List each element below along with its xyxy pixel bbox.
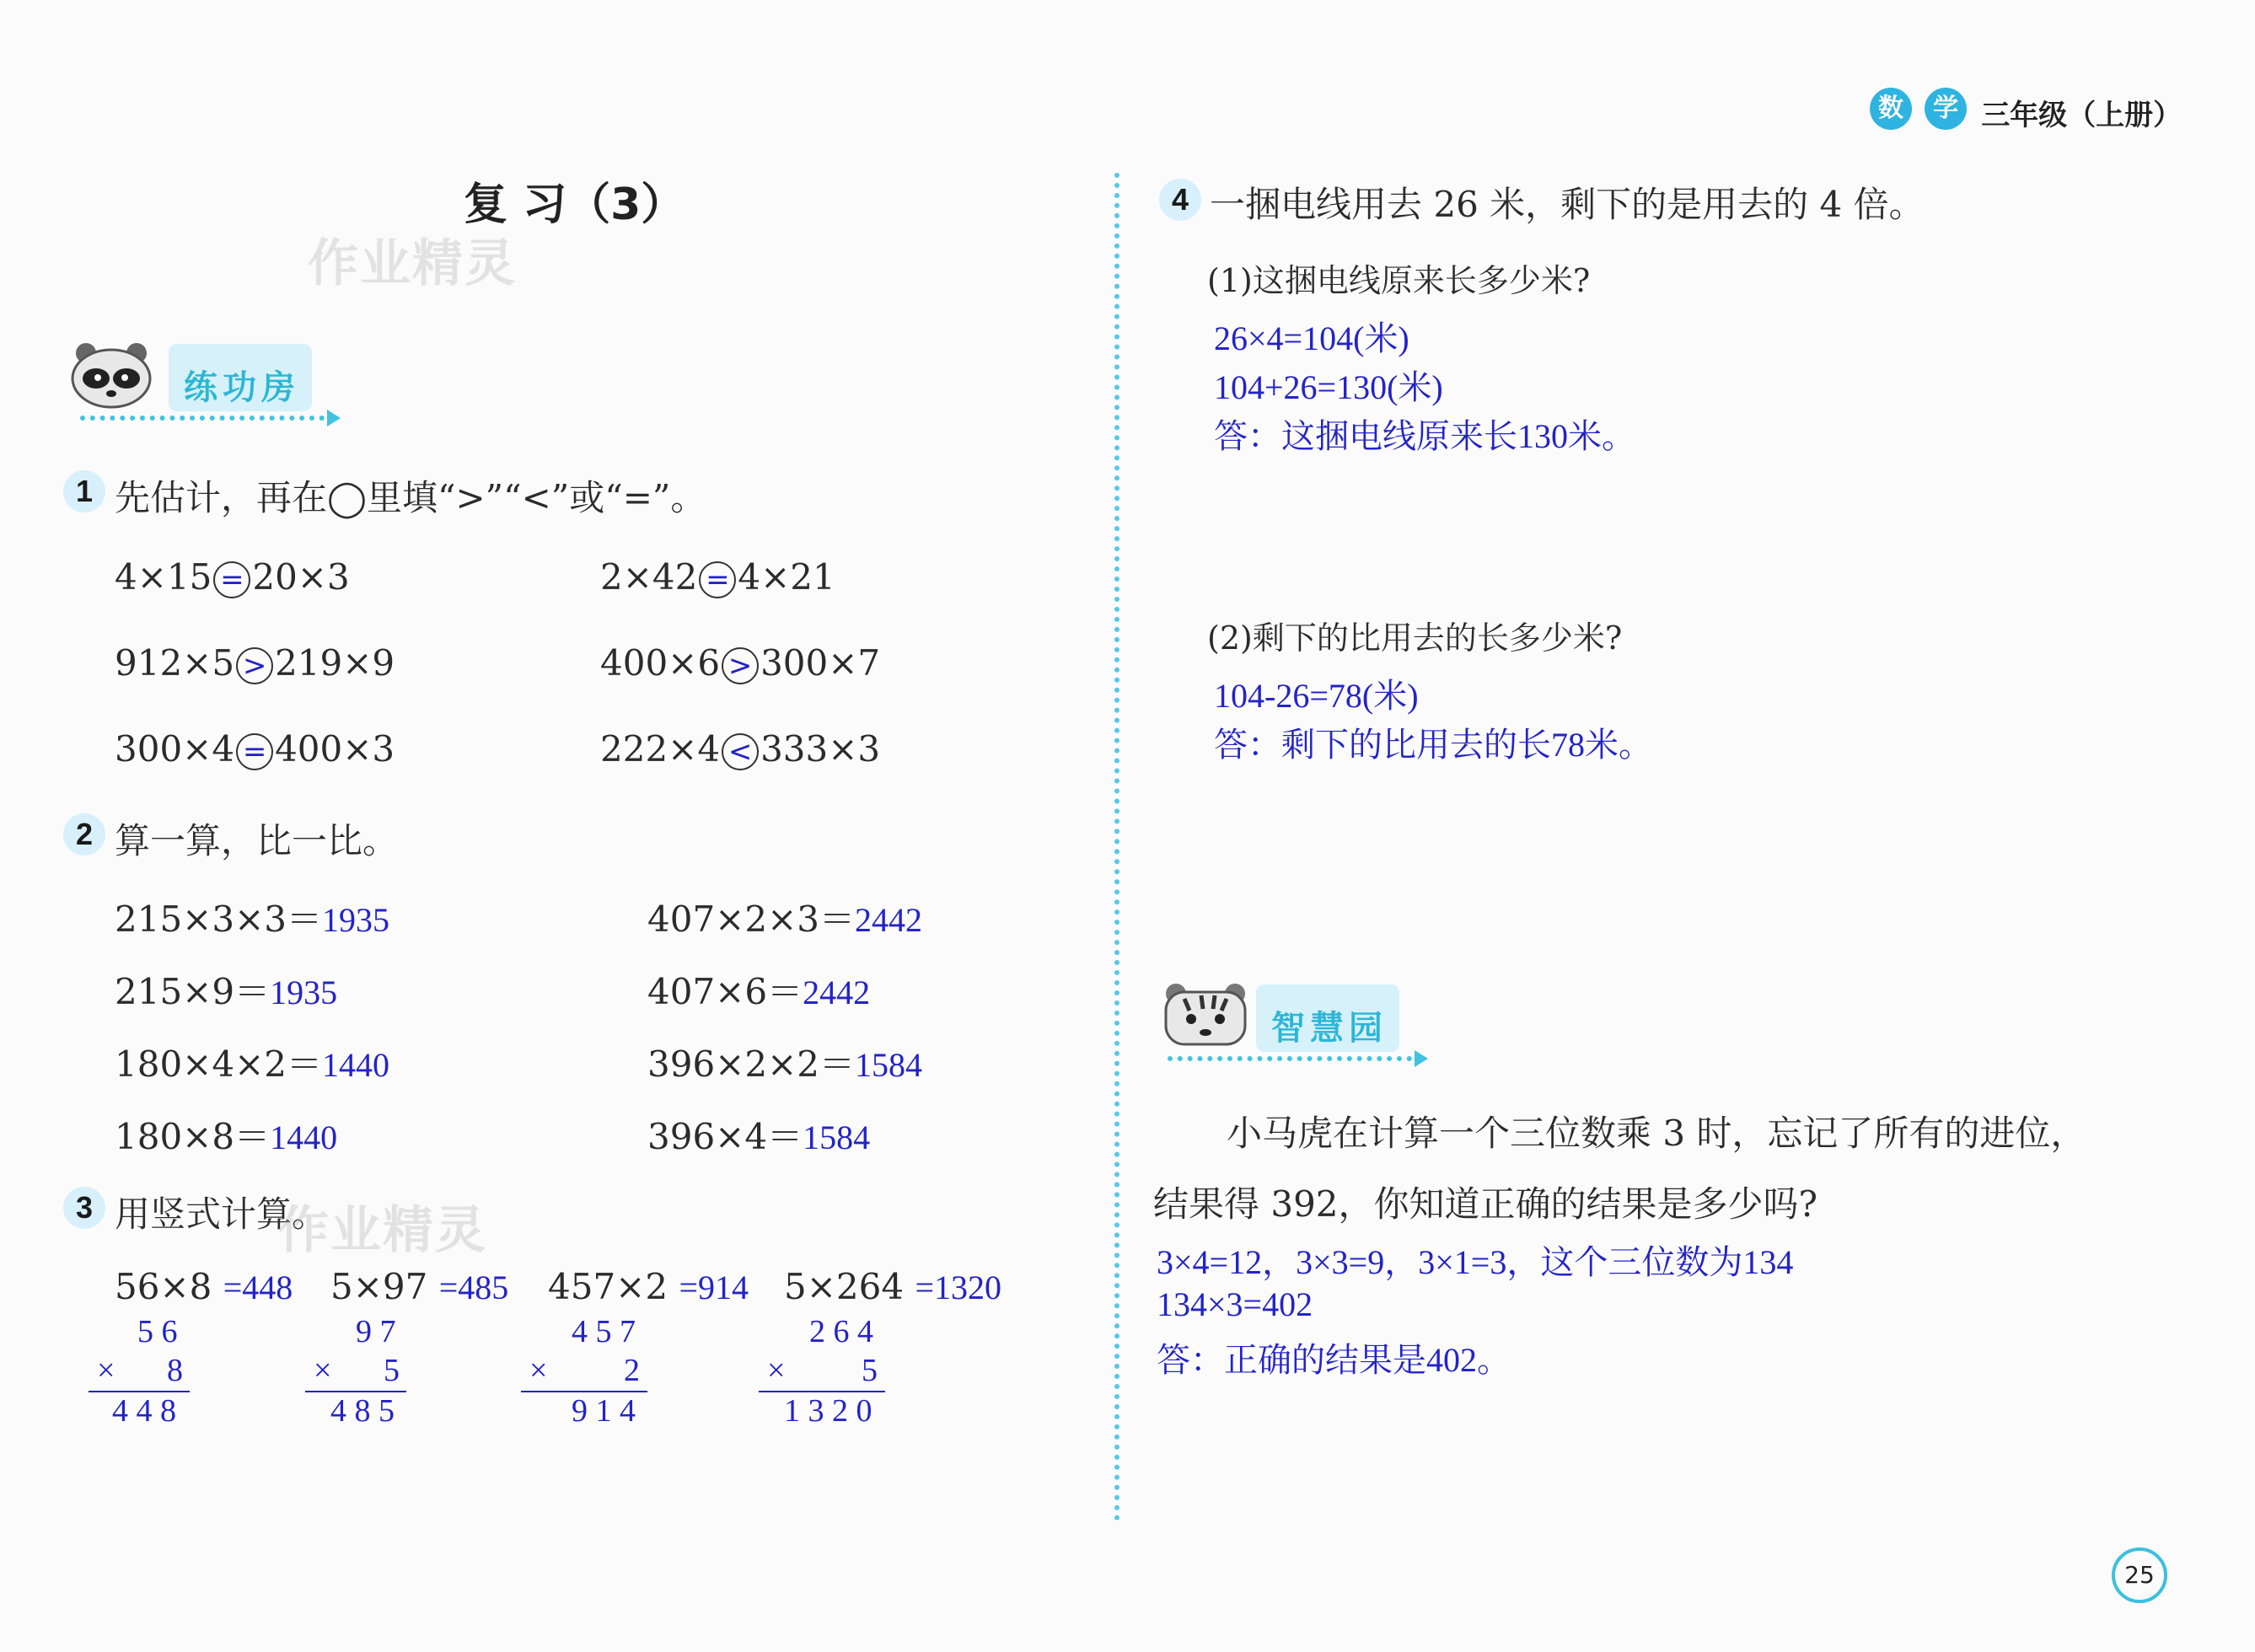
q1-item-5: 300×4 = 400×3 (115, 728, 395, 770)
q1-item-3: 912×5 > 219×9 (115, 642, 395, 684)
q3-item-1: 56×8 =448 (115, 1266, 293, 1307)
wisdom-underline (1168, 1056, 1412, 1061)
answer-circle: > (722, 647, 759, 684)
subject-badge-1: 数 (1870, 88, 1912, 130)
q3-answer: =448 (223, 1268, 293, 1306)
vcalc-3-times: × (529, 1353, 548, 1388)
tiger-icon (1159, 982, 1252, 1049)
wisdom-text-line1: 小马虎在计算一个三位数乘 3 时，忘记了所有的进位， (1227, 1113, 2086, 1154)
q4-prompt: 一捆电线用去 26 米，剩下的是用去的 4 倍。 (1210, 184, 1925, 225)
vcalc-2-res: 4 8 5 (330, 1393, 395, 1429)
q4-ans1-line2: 104+26=130(米) (1214, 368, 1443, 406)
answer-circle: = (213, 561, 250, 598)
q2-answer: 2442 (855, 901, 922, 939)
q3-item-4: 5×264 =1320 (784, 1266, 1001, 1307)
q2-item-4: 407×6＝2442 (647, 971, 871, 1012)
q2-item-5: 180×4×2＝1440 (115, 1043, 389, 1085)
q1-prompt: 先估计，再在◯里填“>”“<”或“=”。 (115, 477, 706, 518)
q2-item-2: 407×2×3＝2442 (647, 898, 922, 940)
vcalc-1-top: 5 6 (137, 1314, 178, 1349)
q3-item-3: 457×2 =914 (548, 1266, 749, 1307)
vcalc-3-top: 4 5 7 (572, 1314, 636, 1349)
vcalc-2-times: × (314, 1353, 332, 1388)
q2-answer: 1584 (855, 1046, 922, 1084)
page-header (1870, 88, 2182, 133)
q2-item-6: 396×2×2＝1584 (647, 1043, 922, 1085)
q4-ans1-line3: 答：这捆电线原来长130米。 (1214, 417, 1635, 455)
vcalc-2-mul: 5 (384, 1353, 400, 1388)
q1-number: 1 (63, 470, 105, 512)
q1-item-4: 400×6 > 300×7 (600, 642, 881, 684)
q4-sub1: (1)这捆电线原来长多少米? (1207, 262, 1591, 299)
wisdom-text-line2: 结果得 392，你知道正确的结果是多少吗? (1153, 1183, 1818, 1225)
q2-item-3: 215×9＝1935 (115, 971, 338, 1012)
q3-answer: =914 (679, 1268, 749, 1306)
q2-answer: 1935 (322, 901, 389, 939)
wisdom-ans-line2: 134×3=402 (1157, 1285, 1313, 1323)
vcalc-1-mul: 8 (167, 1353, 183, 1388)
q2-item-8: 396×4＝1584 (647, 1116, 871, 1157)
practice-underline (80, 416, 325, 421)
q3-prompt: 用竖式计算。 (115, 1193, 328, 1235)
vcalc-4-mul: 5 (862, 1353, 878, 1388)
q3-answer: =1320 (915, 1268, 1001, 1306)
q2-answer: 1584 (803, 1118, 871, 1156)
q4-ans1-line1: 26×4=104(米) (1214, 319, 1409, 357)
q1-item-6: 222×4 < 333×3 (600, 728, 881, 770)
answer-circle: = (699, 561, 736, 598)
q3-number: 3 (63, 1187, 105, 1229)
answer-circle: < (722, 733, 759, 770)
page-divider (1114, 173, 1119, 1521)
q2-item-1: 215×3×3＝1935 (115, 898, 389, 940)
wisdom-ans-line3: 答：正确的结果是402。 (1157, 1341, 1511, 1379)
q2-number: 2 (63, 813, 105, 856)
q3-answer: =485 (438, 1268, 509, 1306)
q2-answer: 1440 (322, 1046, 389, 1084)
wisdom-section-title: 智慧园 (1271, 1009, 1388, 1048)
page-title: 复 习（3） (464, 180, 685, 230)
watermark-mid: 作业精灵 (278, 1201, 487, 1260)
vcalc-4-top: 2 6 4 (809, 1314, 873, 1349)
raccoon-icon (69, 341, 153, 409)
vcalc-4-res: 1 3 2 0 (784, 1393, 872, 1429)
vcalc-1-times: × (97, 1353, 115, 1388)
vcalc-4-times: × (767, 1353, 786, 1388)
q2-prompt: 算一算，比一比。 (115, 820, 399, 861)
subject-badge-2: 学 (1925, 88, 1967, 130)
wisdom-ans-line1: 3×4=12，3×3=9，3×1=3，这个三位数为134 (1157, 1243, 1794, 1281)
watermark-top: 作业精灵 (308, 234, 517, 293)
q2-item-7: 180×8＝1440 (115, 1116, 338, 1157)
q2-answer: 1935 (270, 974, 338, 1011)
q4-sub2: (2)剩下的比用去的长多少米? (1207, 620, 1623, 657)
q4-ans2-line2: 答：剩下的比用去的长78米。 (1214, 726, 1652, 764)
answer-circle: > (236, 647, 273, 684)
practice-arrow-icon (327, 410, 341, 426)
q2-answer: 2442 (803, 974, 871, 1011)
q4-number: 4 (1159, 179, 1201, 221)
practice-section-title: 练功房 (184, 368, 300, 407)
q1-item-1: 4×15 = 20×3 (115, 556, 350, 598)
vcalc-3-res: 9 1 4 (572, 1393, 636, 1429)
wisdom-arrow-icon (1415, 1050, 1428, 1067)
page-number: 25 (2112, 1547, 2167, 1603)
grade-label: 三年级（上册） (1981, 99, 2183, 132)
q3-item-2: 5×97 =485 (330, 1266, 509, 1307)
vcalc-2-top: 9 7 (356, 1314, 396, 1349)
q2-answer: 1440 (270, 1118, 338, 1156)
answer-circle: = (236, 733, 273, 770)
vcalc-1-res: 4 4 8 (112, 1393, 176, 1429)
q1-item-2: 2×42 = 4×21 (600, 556, 835, 598)
q4-ans2-line1: 104-26=78(米) (1214, 677, 1419, 715)
vcalc-3-mul: 2 (624, 1353, 640, 1388)
